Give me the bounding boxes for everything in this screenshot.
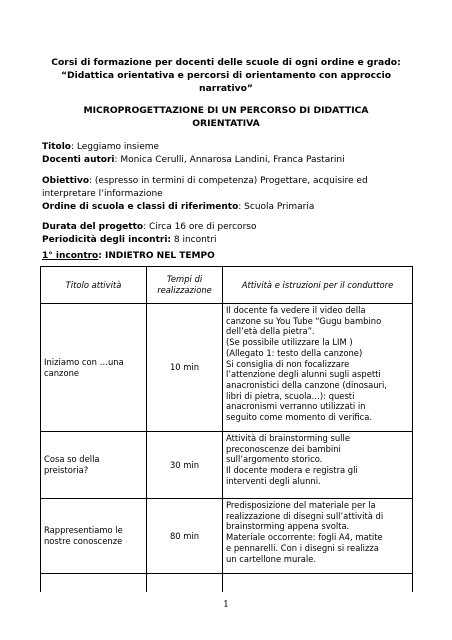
row-tempo: 10 min [147,304,223,432]
desc-line: canzone su You Tube “Gugu bambino [226,315,382,326]
row-tempo: 80 min [147,499,223,574]
obiettivo-line [42,175,422,188]
desc-line: seguito come momento di verifica. [226,412,373,423]
ordine-line [42,201,422,214]
incontro-label: 1° incontro [42,251,99,261]
desc-line: brainstorming appena svolta. [226,521,350,532]
page-number: 1 [223,600,229,610]
desc-line: anacronistici della canzone (dinosauri, [226,379,387,390]
durata-value: : Circa 16 ore di percorso [143,222,257,232]
docenti-line [42,154,422,167]
durata-line [42,221,422,234]
section-title-line-1: MICROPROGETTAZIONE DI UN PERCORSO DI DIDATTICA [83,105,369,116]
desc-line: preconoscenze dei bambini [226,443,341,454]
row-titolo-line-2: canzone [44,367,80,378]
row-titolo [41,499,147,574]
row-titolo-line-2: nostre conoscenze [44,536,123,546]
table-row [41,432,413,499]
row-titolo: Cosa so della preistoria? [41,432,147,499]
desc-line: Predisposizione del materiale per la [226,500,376,510]
desc-line: Il docente fa vedere il video della [226,305,366,315]
row-titolo-line-1: Rappresentiamo le [44,525,123,536]
course-title-line-3: narrativo” [199,83,253,94]
activities-table [40,266,413,592]
row-desc [223,304,413,432]
ordine-value: : Scuola Primaria [238,202,315,212]
row-desc [223,499,413,574]
header-tempi-line-2: realizzazione [157,285,212,295]
desc-line: anacronismi verranno utilizzati in [226,401,366,412]
titolo-value: : Leggiamo insieme [70,142,160,152]
obiettivo-line-2: interpretare l’informazione [42,189,163,199]
titolo-line [42,141,422,154]
course-title-line-2: “Didattica orientativa e percorsi di orientamento con approccio [60,70,392,81]
desc-line: libri di pietra, scuola…): questi [226,390,355,401]
obiettivo-value: : (espresso in termini di competenza) Progettare, acquisire ed [89,176,368,186]
titolo-label: Titolo [42,142,71,152]
ordine-label: Ordine di scuola e classi di riferimento [42,202,239,212]
desc-line: Si consiglia di non focalizzare [226,358,350,369]
desc-line: (Se possibile utilizzare la LIM ) [226,337,353,348]
desc-line: sull’argomento storico. [226,454,323,465]
row-tempo: 30 min [147,432,223,499]
row-desc [223,432,413,499]
table-row-continuation [41,574,413,593]
obiettivo-label: Obiettivo [42,176,90,186]
desc-line: Attività di brainstorming sulle [226,433,350,443]
header-attivita: Attività e istruzioni per il conduttore [223,267,413,304]
desc-line: interventi degli alunni. [226,475,321,486]
incontro-title: : INDIETRO NEL TEMPO [98,251,215,261]
desc-line: (Allegato 1: testo della canzone) [226,347,363,358]
course-title-line-1: Corsi di formazione per docenti delle scuole di ogni ordine e grado: [51,57,401,68]
table-header-row [41,267,413,304]
desc-line: l’attenzione degli alunni sugli aspetti [226,369,381,380]
desc-line: dell’età della pietra”. [226,326,315,337]
periodicita-line [42,234,422,247]
table-row [41,499,413,574]
docenti-value: : Monica Cerulli, Annarosa Landini, Franca Pastarini [114,155,345,165]
header-tempi-line-1: Tempi di [166,274,203,285]
durata-label: Durata del progetto [42,222,144,232]
table-row [41,304,413,432]
desc-line: Materiale occorrente: fogli A4, matite [226,532,383,543]
desc-line: realizzazione di disegni sull’attività di [226,510,384,521]
incontro-heading [42,250,422,263]
docenti-label: Docenti autori [42,155,115,165]
row-titolo-line-1: Iniziamo con …una [44,356,124,367]
periodicita-label: Periodicità degli incontri: [42,235,171,245]
desc-line: Il docente modera e registra gli [226,465,358,476]
header-titolo: Titolo attività [41,267,147,304]
header-tempi [147,267,223,304]
desc-line: un cartellone murale. [226,553,316,564]
desc-line: e pennarelli. Con i disegni si realizza [226,542,379,553]
periodicita-value: 8 incontri [171,235,217,245]
row-titolo [41,304,147,432]
section-title-line-2: ORIENTATIVA [192,118,260,129]
